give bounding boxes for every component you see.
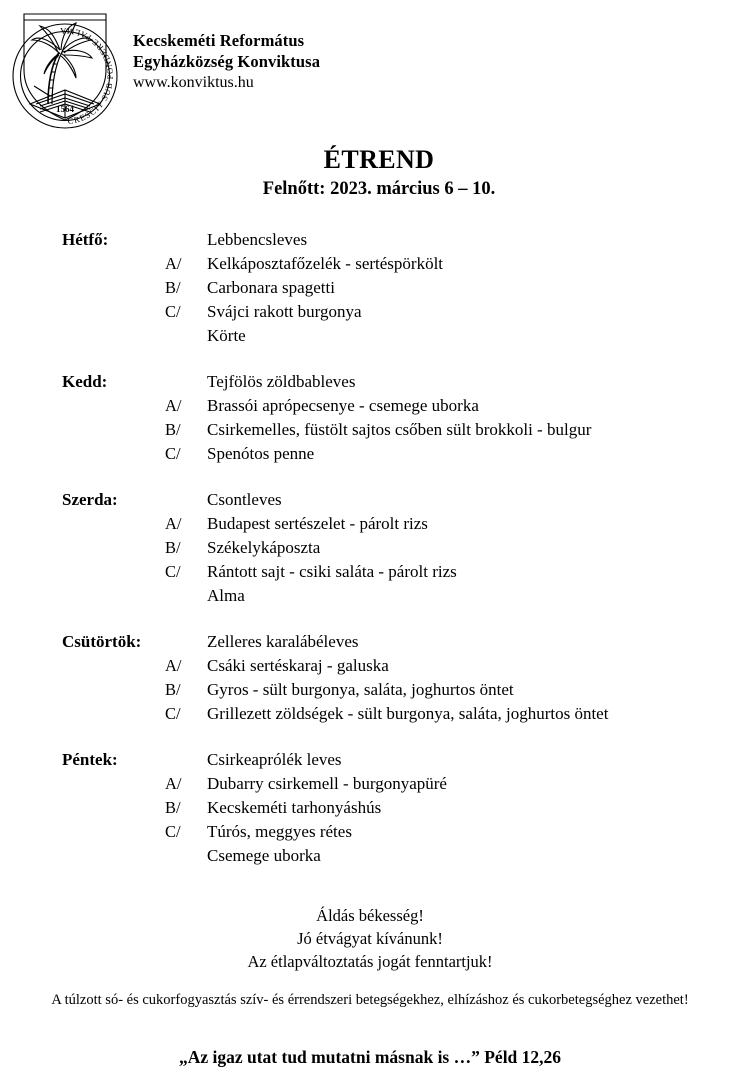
menu-row [0,748,740,772]
menu-dish: Székelykáposzta [207,538,321,557]
blessing-line: Áldás békesség! [316,906,424,925]
day-label: Kedd: [62,372,108,391]
menu-dish: Spenótos penne [207,444,315,463]
menu-row [0,252,740,276]
page-title: ÉTREND [323,145,435,174]
menu-dish: Tejfölös zöldbableves [207,372,356,391]
blessing-line: Jó étvágyat kívánunk! [297,929,443,948]
menu-option-letter: B/ [165,538,181,557]
menu-row [0,820,740,844]
menu-option-letter: C/ [165,562,181,581]
menu-row [0,370,740,394]
day-block [0,370,740,466]
menu-dish: Kecskeméti tarhonyáshús [207,798,382,817]
menu-row [0,324,740,348]
menu-option-letter: B/ [165,420,181,439]
day-block [0,748,740,868]
menu-dish: Gyros - sült burgonya, saláta, joghurtos öntet [207,680,514,699]
menu-row [0,654,740,678]
menu-option-letter: C/ [165,444,181,463]
menu-row [0,796,740,820]
letterhead [0,0,740,140]
menu-row [0,418,740,442]
menu-option-letter: A/ [165,254,182,273]
organization-name-line-2: Egyházközség Konviktusa [133,52,321,72]
day-block [0,630,740,726]
menu-option-letter: B/ [165,798,181,817]
menu-dish: Túrós, meggyes rétes [207,822,352,841]
menu-dish: Zelleres karalábéleves [207,632,359,651]
menu-dish: Csirkeaprólék leves [207,750,342,769]
menu-row [0,488,740,512]
menu-dish: Csontleves [207,490,282,509]
day-block [0,488,740,608]
organization-name-line-1: Kecskeméti Református [133,31,305,50]
day-label: Hétfő: [62,230,109,249]
menu-dish: Brassói aprópecsenye - csemege uborka [207,396,479,415]
blessing-block [0,904,740,973]
menu-row [0,276,740,300]
menu-option-letter: A/ [165,514,182,533]
health-warning-text: A túlzott só- és cukorfogyasztás szív- és érrendszeri betegségekhez, elhízáshoz és cukorbetegséghez vezethet! [51,992,689,1008]
menu-row [0,772,740,796]
day-label: Csütörtök: [62,632,142,651]
menu-dish: Csemege uborka [207,846,321,865]
menu-option-letter: C/ [165,704,181,723]
menu-row [0,394,740,418]
menu-option-letter: A/ [165,656,182,675]
menu-dish: Csirkemelles, füstölt sajtos csőben sült brokkoli - bulgur [207,420,592,439]
menu-row [0,702,740,726]
organization-website: www.konviktus.hu [133,73,254,91]
menu-row [0,630,740,654]
menu-row [0,536,740,560]
organization-block [133,30,320,94]
menu-option-letter: C/ [165,302,181,321]
menu-dish: Alma [207,586,245,605]
day-block [0,228,740,348]
menu-option-letter: A/ [165,774,182,793]
day-label: Szerda: [62,490,118,509]
menu-row [0,560,740,584]
menu-option-letter: C/ [165,822,181,841]
menu-option-letter: B/ [165,278,181,297]
crest-year: 1564 [56,104,74,114]
menu-row [0,844,740,868]
menu-dish: Rántott sajt - csiki saláta - párolt rizs [207,562,457,581]
menu-dish: Dubarry csirkemell - burgonyapüré [207,774,447,793]
menu-row [0,228,740,252]
menu-dish: Kelkáposztafőzelék - sertéspörkölt [207,254,444,273]
menu-dish: Svájci rakott burgonya [207,302,362,321]
crest-motto: CRESCIT SUB PONDERE PALMA [58,25,116,127]
scripture-quote: „Az igaz utat tud mutatni másnak is …” Péld 12,26 [178,1047,562,1067]
menu-dish: Lebbencsleves [207,230,308,249]
weekly-menu [0,228,740,890]
menu-row [0,512,740,536]
menu-dish: Csáki sertéskaraj - galuska [207,656,389,675]
menu-dish: Budapest sertészelet - párolt rizs [207,514,428,533]
menu-row [0,300,740,324]
menu-row [0,678,740,702]
menu-dish: Grillezett zöldségek - sült burgonya, saláta, joghurtos öntet [207,704,609,723]
church-crest-logo [4,8,126,134]
menu-dish: Carbonara spagetti [207,278,335,297]
menu-dish: Körte [207,326,246,345]
menu-option-letter: B/ [165,680,181,699]
day-label: Péntek: [62,750,118,769]
menu-option-letter: A/ [165,396,182,415]
menu-row [0,584,740,608]
page-subtitle: Felnőtt: 2023. március 6 – 10. [262,179,496,199]
menu-row [0,442,740,466]
blessing-line: Az étlapváltoztatás jogát fenntartjuk! [247,952,493,971]
